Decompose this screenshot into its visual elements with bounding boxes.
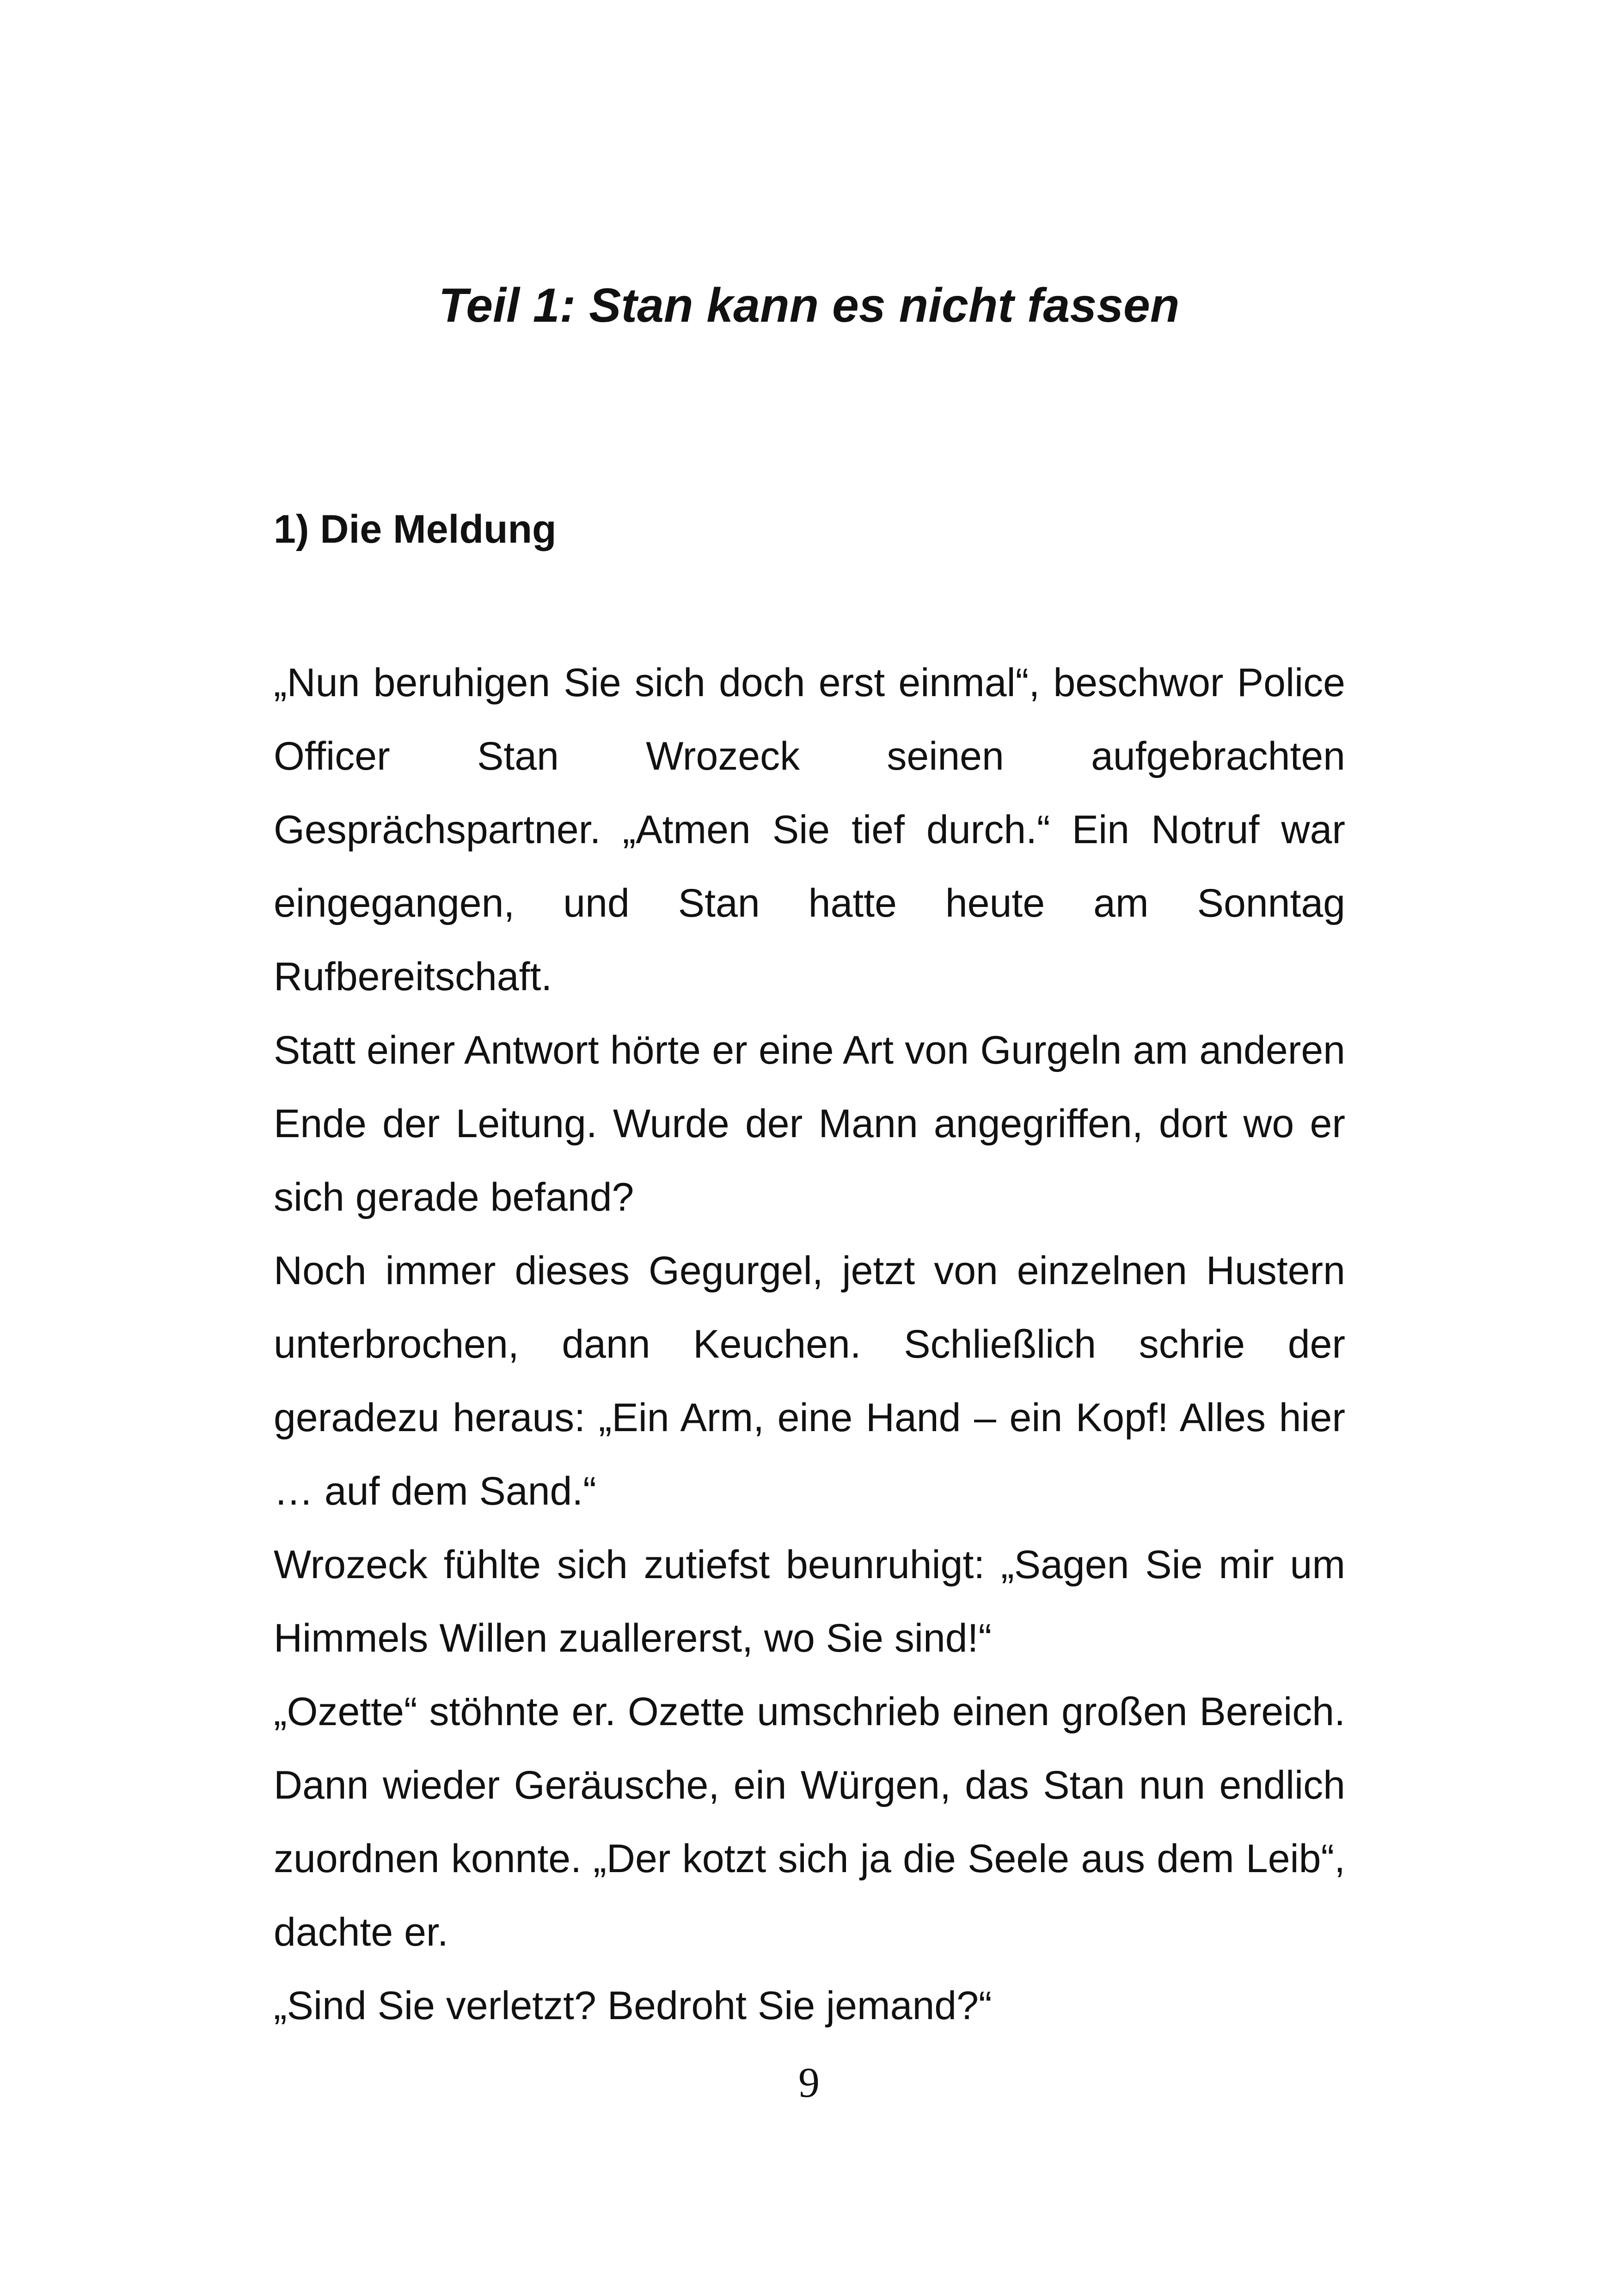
- paragraph: Wrozeck fühlte sich zutiefst beunruhigt: „Sagen Sie mir um Himmels Willen zuallererst, wo Sie sind!“: [274, 1543, 1345, 1660]
- paragraph: „Ozette“ stöhnte er. Ozette umschrieb einen großen Bereich. Dann wieder Geräusche, ein Würgen, das Stan nun endlich zuordnen konnte. „Der kotzt sich ja die Seele aus dem Leib“, dachte er.: [274, 1690, 1345, 1954]
- paragraph: Statt einer Antwort hörte er eine Art von Gurgeln am anderen Ende der Leitung. Wurde der Mann angegriffen, dort wo er sich gerade befand?: [274, 1028, 1345, 1219]
- paragraph: „Sind Sie verletzt? Bedroht Sie jemand?“: [274, 1984, 992, 2028]
- part-title: Teil 1: Stan kann es nicht fassen: [438, 279, 1180, 332]
- paragraph: „Nun beruhigen Sie sich doch erst einmal“, beschwor Police Officer Stan Wrozeck seinen aufgebrachten Gesprächspartner. „Atmen Sie tief durch.“ Ein Notruf war eingegangen, und Stan hatte heute am Sonntag Rufbereitschaft.: [274, 661, 1345, 999]
- paragraph: Noch immer dieses Gegurgel, jetzt von einzelnen Hustern unterbrochen, dann Keuchen. Schließlich schrie der geradezu heraus: „Ein Arm, eine Hand – ein Kopf! Alles hier … auf dem Sand.“: [274, 1249, 1345, 1513]
- chapter-title: 1) Die Meldung: [274, 507, 557, 551]
- page-number: 9: [798, 2059, 820, 2106]
- chapter-body: [274, 646, 1345, 2043]
